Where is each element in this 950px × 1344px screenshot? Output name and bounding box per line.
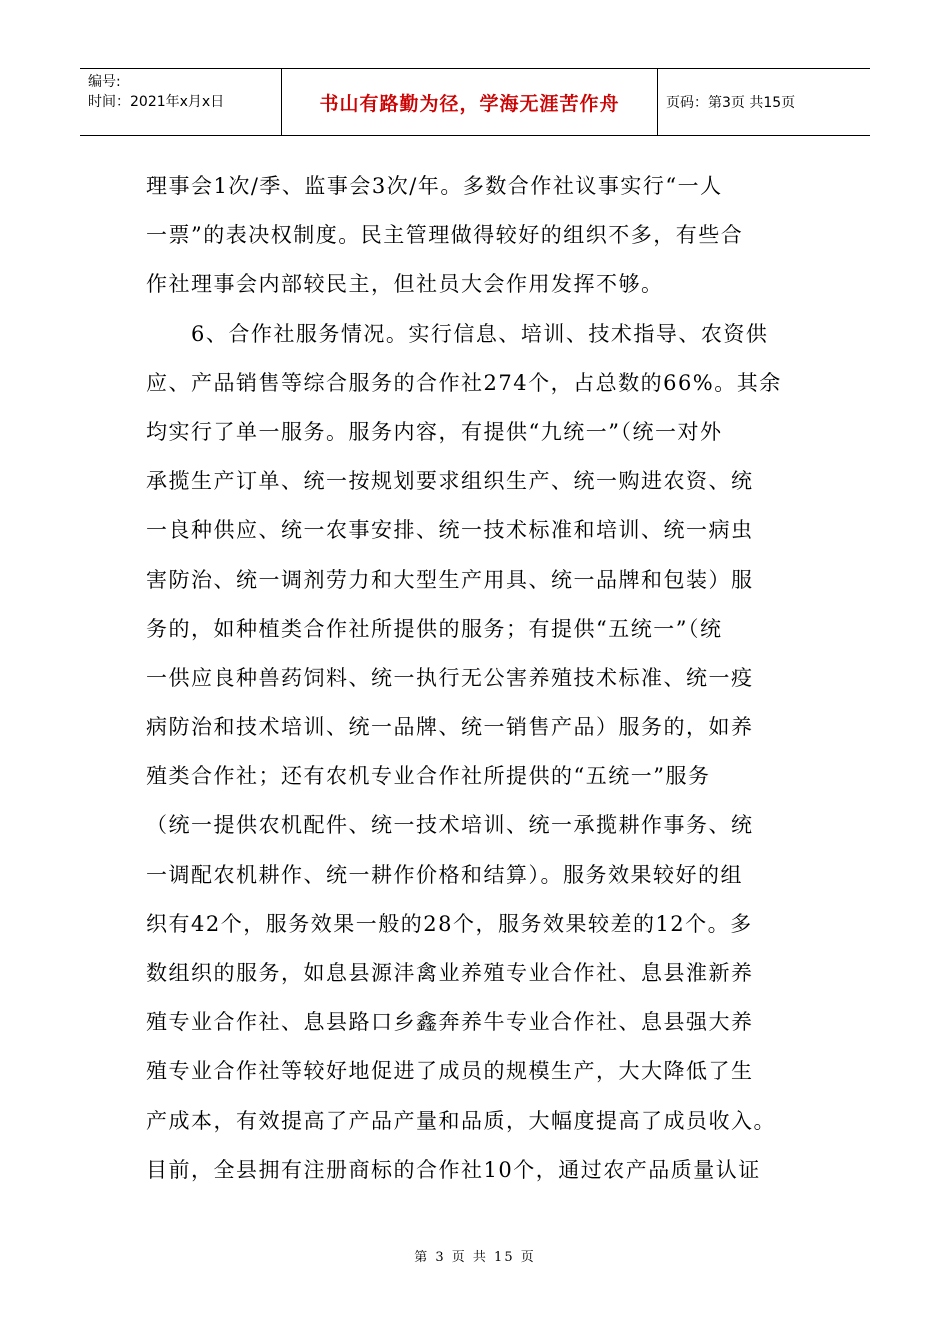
text-line: 目前，全县拥有注册商标的合作社10个，通过农产品质量认证 [146, 1157, 761, 1182]
text-line: 织有42个，服务效果一般的28个，服务效果较差的12个。多 [146, 911, 753, 936]
text-line: 一供应良种兽药饲料、统一执行无公害养殖技术标准、统一疫 [146, 665, 754, 690]
text-line: 殖类合作社；还有农机专业合作社所提供的“五统一”服务 [146, 764, 711, 789]
text-line: 一票”的表决权制度。民主管理做得较好的组织不多，有些合 [146, 223, 744, 248]
text-line: 殖专业合作社、息县路口乡鑫奔养牛专业合作社、息县强大养 [146, 1010, 754, 1035]
text-line: 理事会1次/季、监事会3次/年。多数合作社议事实行“一人 [146, 174, 723, 198]
text-line: 应、产品销售等综合服务的合作社274个，占总数的66%。其余 [146, 370, 782, 395]
text-line: 数组织的服务，如息县源沣禽业养殖专业合作社、息县淮新养 [146, 961, 754, 985]
text-line: 病防治和技术培训、统一品牌、统一销售产品）服务的，如养 [146, 715, 754, 740]
serial-label: 编号: [88, 74, 121, 90]
header-page-info: 页码：第3页 共15页 [666, 95, 796, 111]
text-line: 产成本，有效提高了产品产量和品质，大幅度提高了成员收入。 [146, 1108, 776, 1133]
text-line: 一良种供应、统一农事安排、统一技术标准和培训、统一病虫 [146, 518, 754, 543]
header-meta [80, 69, 282, 135]
header-motto: 书山有路勤为径，学海无涯苦作舟 [282, 69, 658, 135]
page-footer: 第 3 页 共 15 页 [414, 1250, 536, 1265]
text-line: （统一提供农机配件、统一技术培训、统一承揽耕作事务、统 [146, 813, 754, 838]
document-body [146, 162, 806, 1195]
page-header [80, 68, 870, 136]
text-line: 均实行了单一服务。服务内容，有提供“九统一”（统一对外 [146, 419, 723, 444]
text-line: 害防治、统一调剂劳力和大型生产用具、统一品牌和包装）服 [146, 567, 754, 592]
text-line: 6、合作社服务情况。实行信息、培训、技术指导、农资供 [146, 321, 769, 346]
text-line: 一调配农机耕作、统一耕作价格和结算）。服务效果较好的组 [146, 862, 743, 887]
text-line: 务的，如种植类合作社所提供的服务；有提供“五统一”（统 [146, 616, 723, 641]
text-line: 承揽生产订单、统一按规划要求组织生产、统一购进农资、统 [146, 469, 754, 494]
time-label: 时间：2021年x月x日 [88, 94, 225, 110]
text-line: 作社理事会内部较民主，但社员大会作用发挥不够。 [146, 272, 664, 297]
text-line: 殖专业合作社等较好地促进了成员的规模生产，大大降低了生 [146, 1059, 754, 1084]
